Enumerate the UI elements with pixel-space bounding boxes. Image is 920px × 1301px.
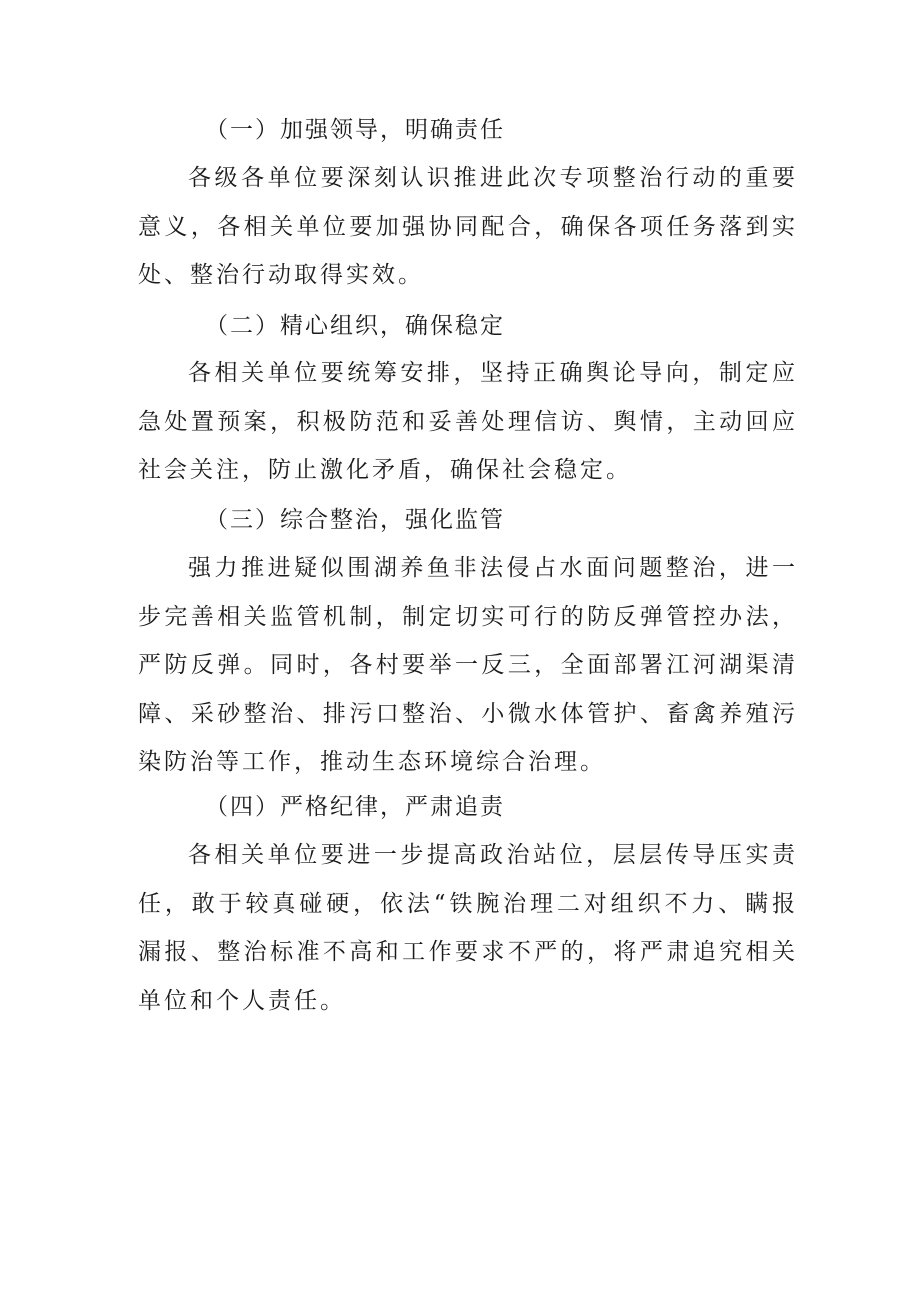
section-heading-3: （三）综合整治，强化监管 <box>205 507 505 533</box>
section-body-4 <box>138 831 798 1025</box>
section-body-2 <box>138 349 798 495</box>
section-body-1 <box>138 154 798 300</box>
paragraph-2: 各相关单位要统筹安排，坚持正确舆论导向，制定应急处置预案，积极防范和妥善处理信访、舆情，主动回应社会关注，防止激化矛盾，确保社会稳定。 <box>138 360 798 483</box>
paragraph-3: 强力推进疑似围湖养鱼非法侵占水面问题整治，进一步完善相关监管机制，制定切实可行的防反弹管控办法，严防反弹。同时，各村要举一反三，全面部署江河湖渠清障、采砂整治、排污口整治、小微水体管护、畜禽养殖污染防治等工作，推动生态环境综合治理。 <box>138 555 798 775</box>
section-heading-4: （四）严格纪律，严肃追责 <box>205 794 505 820</box>
paragraph-1: 各级各单位要深刻认识推进此次专项整治行动的重要意义，各相关单位要加强协同配合，确保各项任务落到实处、整治行动取得实效。 <box>138 165 798 288</box>
section-heading-2: （二）精心组织，确保稳定 <box>205 313 505 339</box>
section-heading-1: （一）加强领导，明确责任 <box>205 117 505 143</box>
paragraph-4: 各相关单位要进一步提高政治站位，层层传导压实责任，敢于较真碰硬，依法“铁腕治理二对组织不力、瞒报漏报、整治标准不高和工作要求不严的，将严肃追究相关单位和个人责任。 <box>138 842 798 1014</box>
section-body-3 <box>138 544 798 787</box>
